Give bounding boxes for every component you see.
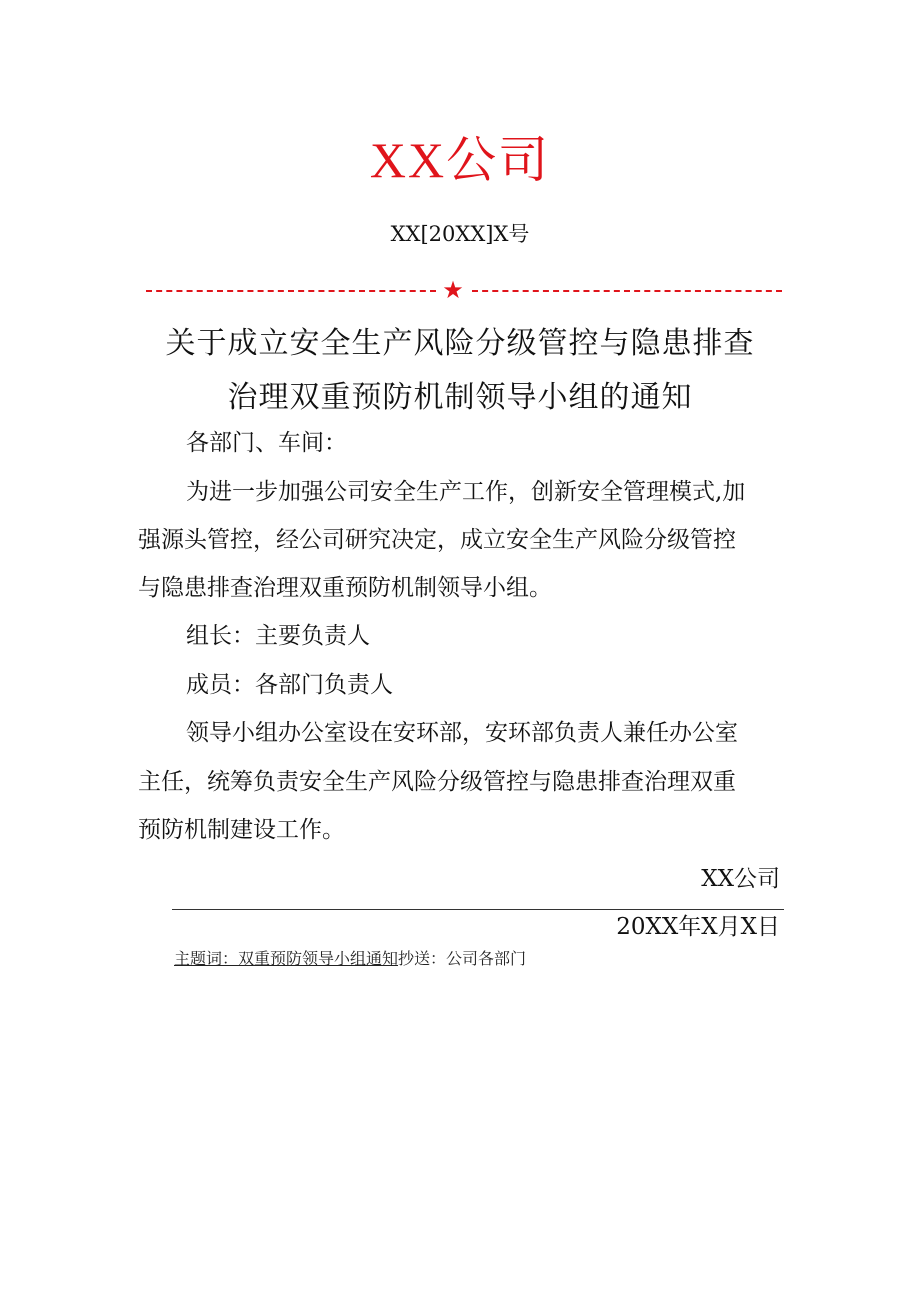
subject-keywords: 主题词：双重预防领导小组通知 [174, 949, 399, 968]
separator-line-right [472, 290, 782, 292]
separator-line-left [146, 290, 436, 292]
star-icon: ★ [442, 276, 464, 304]
group-members: 成员：各部门负责人 [186, 672, 393, 698]
signing-company: XX公司 [701, 866, 780, 892]
paragraph-2-line-3: 预防机制建设工作。 [138, 817, 345, 843]
notice-title-line-1: 关于成立安全生产风险分级管控与隐患排查 [165, 326, 755, 361]
cc-recipients: 抄送：公司各部门 [398, 949, 527, 968]
paragraph-2-line-1: 领导小组办公室设在安环部，安环部负责人兼任办公室 [186, 720, 738, 746]
paragraph-1-line-3: 与隐患排查治理双重预防机制领导小组。 [138, 575, 552, 601]
paragraph-1-line-1: 为进一步加强公司安全生产工作，创新安全管理模式,加 [186, 479, 746, 505]
notice-title-line-2: 治理双重预防机制领导小组的通知 [227, 380, 693, 415]
red-separator [146, 278, 782, 304]
group-leader: 组长：主要负责人 [186, 623, 370, 649]
salutation: 各部门、车间： [186, 430, 347, 456]
issue-date: 20XX年X月X日 [616, 914, 780, 940]
paragraph-1-line-2: 强源头管控，经公司研究决定，成立安全生产风险分级管控 [138, 527, 736, 553]
paragraph-2-line-2: 主任，统筹负责安全生产风险分级管控与隐患排查治理双重 [138, 769, 736, 795]
company-title: XX公司 [369, 132, 551, 188]
document-number: XX[20XX]X号 [390, 222, 530, 246]
footer-divider [172, 909, 784, 910]
footer-keywords [174, 947, 526, 971]
